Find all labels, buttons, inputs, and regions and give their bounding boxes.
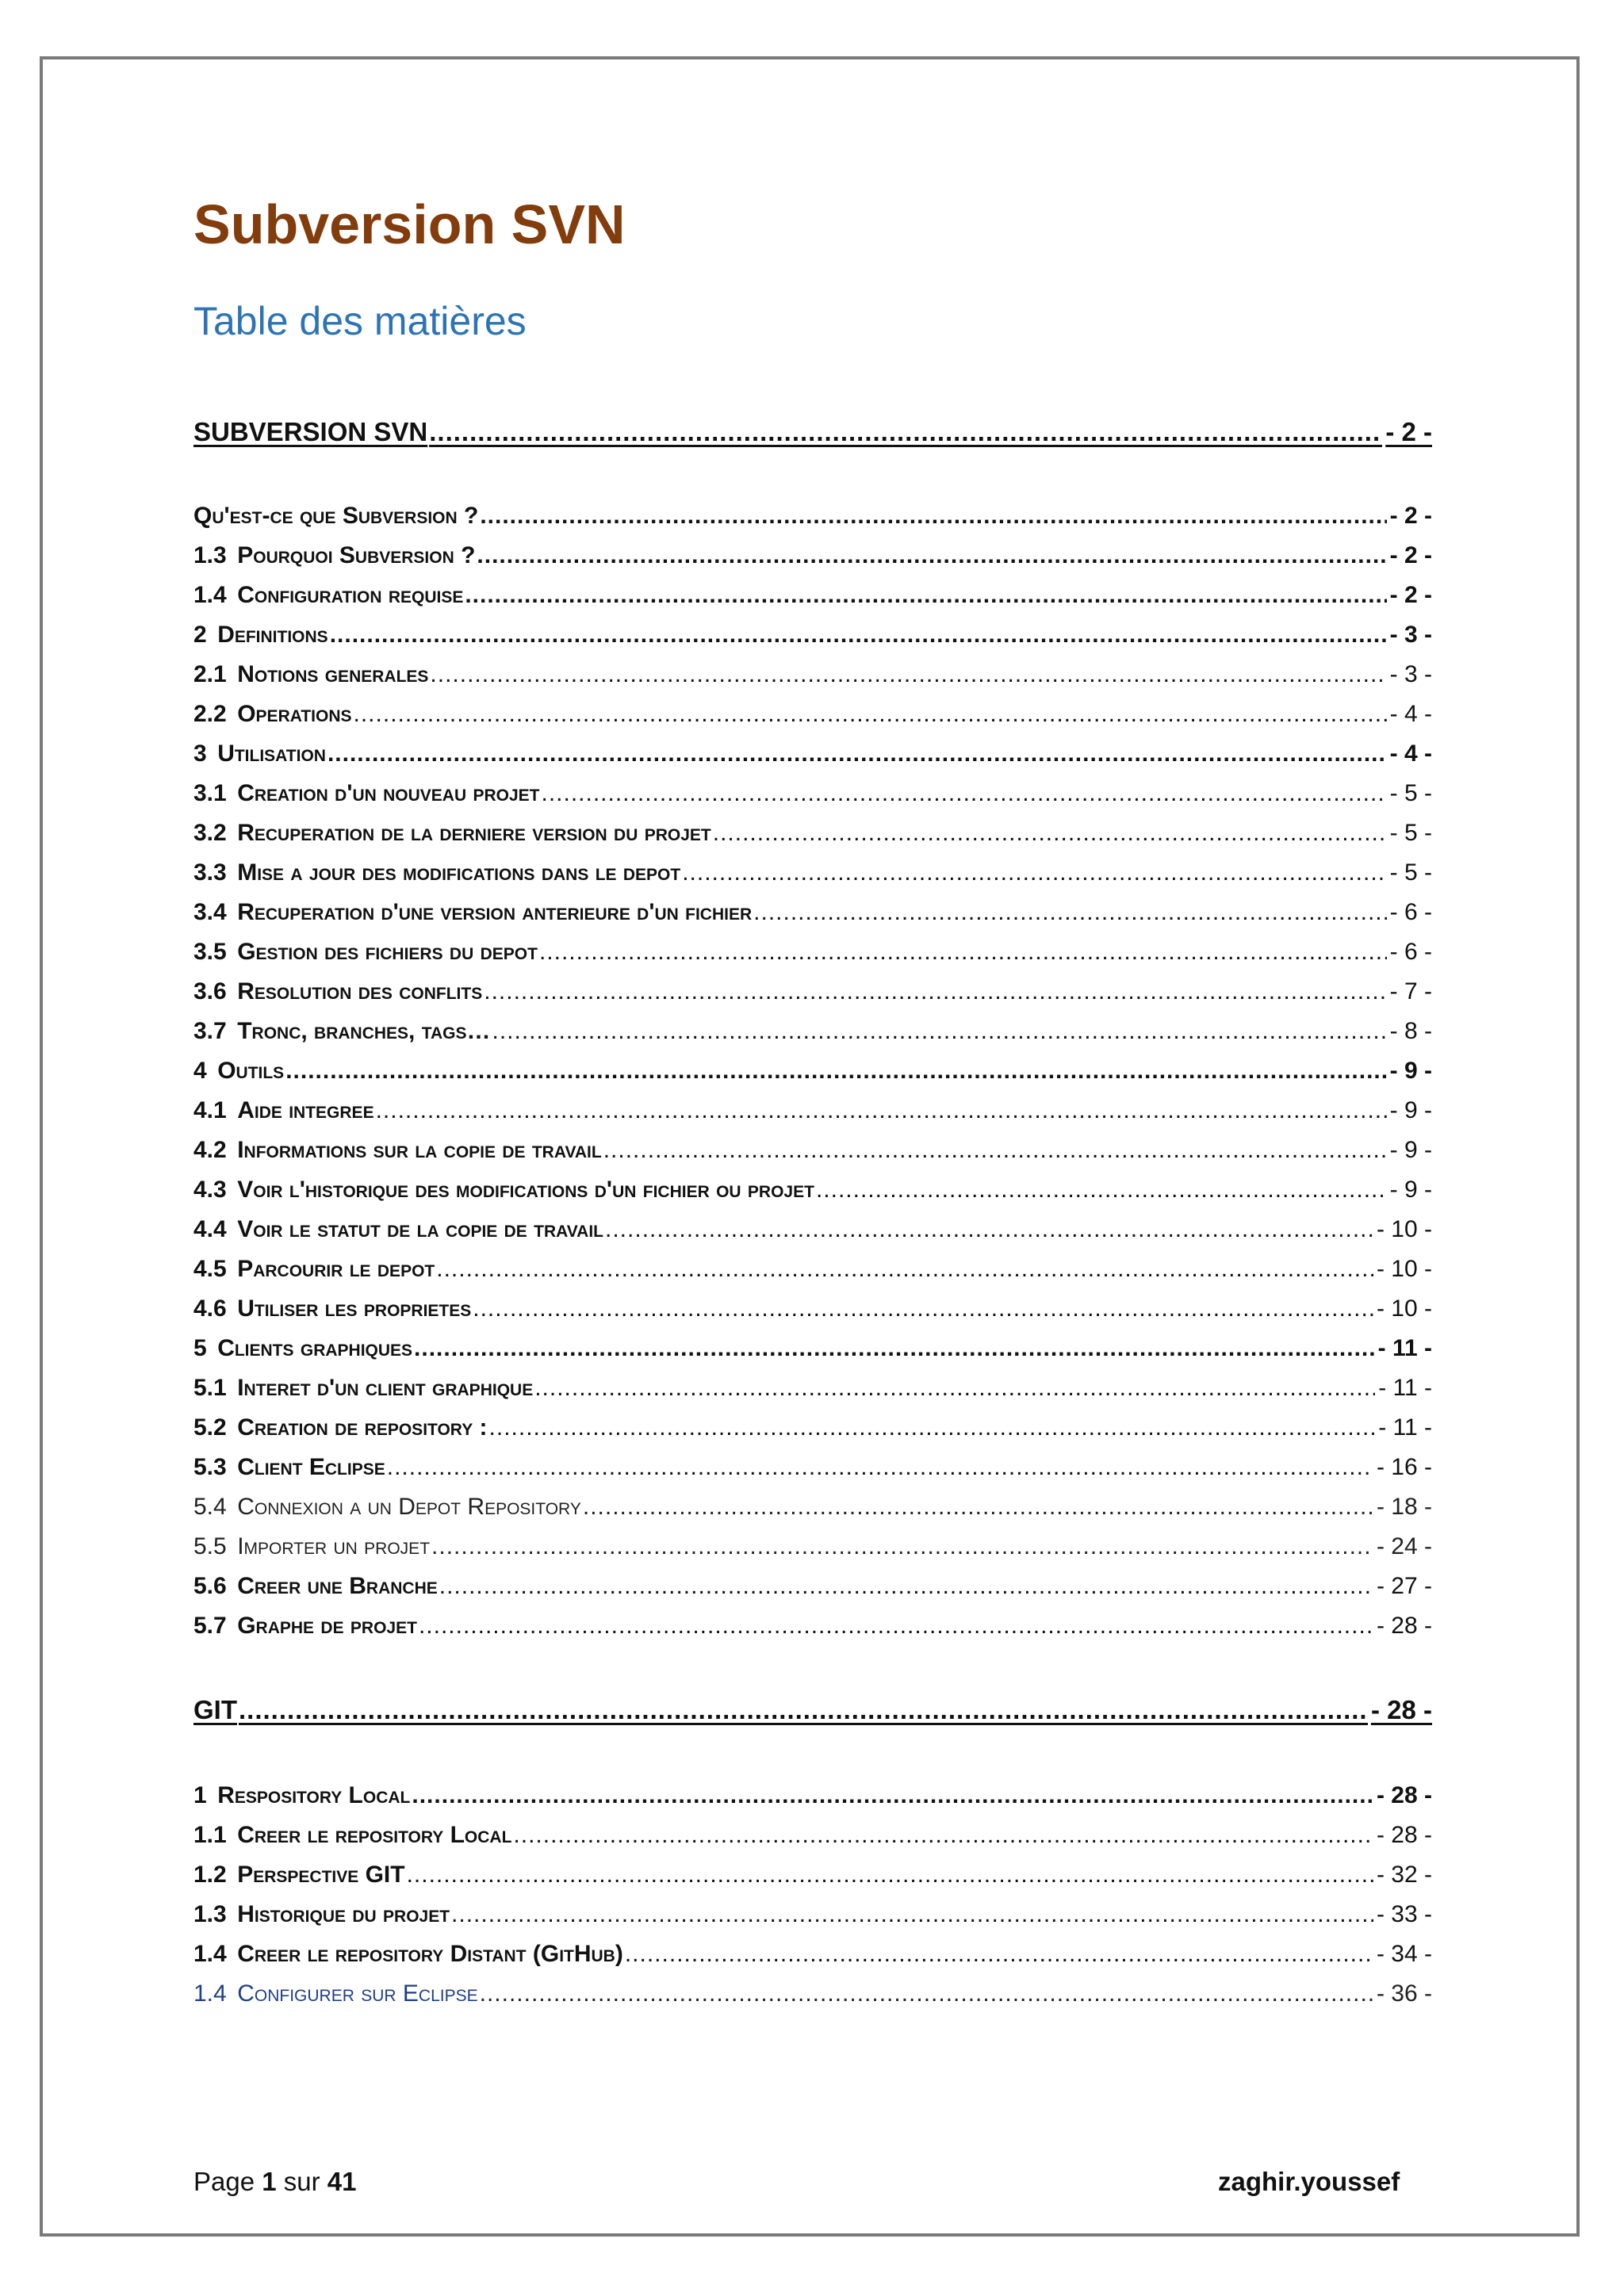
toc-entry-label — [193, 1091, 376, 1131]
toc-entry-leader — [605, 1210, 1373, 1249]
toc-entry-number: 3.4 — [193, 899, 227, 925]
toc-entry[interactable] — [193, 655, 1432, 695]
toc-entry-number: 4.3 — [193, 1177, 227, 1203]
toc-entry-title: Creer le repository Distant (GitHub) — [237, 1941, 623, 1967]
toc-entry-title: Creation d'un nouveau projet — [237, 780, 540, 806]
toc-entry[interactable] — [193, 1934, 1432, 1974]
toc-entry-page: - 18 - — [1376, 1494, 1432, 1520]
toc-entry[interactable] — [193, 1487, 1432, 1527]
toc-entry-number: 5.6 — [193, 1573, 227, 1599]
toc-entry-page: - 16 - — [1376, 1454, 1432, 1480]
toc-entry[interactable] — [193, 1368, 1432, 1408]
toc-entry-page: - 4 - — [1389, 740, 1432, 767]
toc-entry-label — [193, 1408, 489, 1448]
toc-entry-title: GIT — [193, 1695, 237, 1724]
toc-entry-number: 4.2 — [193, 1137, 227, 1163]
toc-entry-leader — [513, 1816, 1373, 1855]
toc-entry-leader — [583, 1487, 1373, 1527]
toc-entry-page: - 2 - — [1389, 503, 1432, 529]
toc-entry-number: 3.7 — [193, 1018, 227, 1044]
toc-entry-label — [193, 1131, 603, 1170]
document-title: Subversion SVN — [193, 193, 626, 255]
toc-entry-page: - 10 - — [1376, 1295, 1432, 1322]
toc-entry-leader — [477, 536, 1386, 576]
toc-entry[interactable] — [193, 536, 1432, 576]
toc-entry-leader — [239, 1690, 1368, 1730]
toc-entry[interactable] — [193, 1131, 1432, 1170]
toc-entry[interactable] — [193, 1051, 1432, 1091]
toc-entry-label — [193, 615, 330, 655]
toc-entry[interactable] — [193, 576, 1432, 615]
toc-entry-number: 5.7 — [193, 1613, 227, 1639]
toc-entry-label — [193, 893, 753, 932]
toc-entry[interactable] — [193, 1606, 1432, 1646]
toc-entry-label — [193, 1816, 513, 1855]
toc-entry-number: 1.4 — [193, 582, 227, 608]
toc-entry[interactable] — [193, 932, 1432, 972]
toc-entry-label — [193, 1249, 436, 1289]
toc-entry-number: 3 — [193, 740, 207, 767]
toc-entry-number: 4 — [193, 1058, 207, 1084]
toc-entry[interactable] — [193, 972, 1432, 1012]
toc-entry-leader — [753, 893, 1387, 932]
toc-entry-title: Connexion a un Depot Repository — [237, 1494, 581, 1520]
toc-entry-title: Creer une Branche — [237, 1573, 438, 1599]
toc-entry-number: 2.1 — [193, 661, 227, 687]
toc-entry-title: Creer le repository Local — [237, 1822, 512, 1848]
toc-entry-title: Creation de repository : — [237, 1414, 488, 1441]
toc-entry-title: Graphe de projet — [237, 1613, 417, 1639]
toc-entry-leader — [682, 853, 1386, 893]
toc-entry-leader — [285, 1051, 1386, 1091]
toc-entry[interactable] — [193, 1448, 1432, 1487]
toc-entry-title: Definitions — [217, 622, 328, 648]
toc-entry-page: - 5 - — [1389, 780, 1432, 806]
toc-entry-title: Parcourir le depot — [237, 1256, 435, 1282]
toc-entry-leader — [412, 1776, 1373, 1816]
toc-entry[interactable] — [193, 1527, 1432, 1567]
toc-entry-title: Resolution des conflits — [237, 978, 483, 1004]
toc-entry-number: 5.3 — [193, 1454, 227, 1480]
toc-entry-label — [193, 1776, 412, 1816]
toc-entry-page: - 28 - — [1370, 1695, 1432, 1724]
toc-entry-label — [193, 695, 354, 734]
toc-entry-page: - 27 - — [1376, 1573, 1432, 1599]
toc-entry-title: Perspective GIT — [237, 1862, 405, 1888]
toc-entry[interactable] — [193, 496, 1432, 536]
toc-entry-leader — [414, 1329, 1375, 1368]
toc-entry-page: - 4 - — [1389, 701, 1432, 727]
footer-page-number: 1 — [262, 2167, 277, 2196]
toc-entry-leader — [436, 1249, 1373, 1289]
toc-entry-title: Informations sur la copie de travail — [237, 1137, 602, 1163]
toc-entry[interactable] — [193, 1567, 1432, 1606]
toc-entry-number: 3.2 — [193, 820, 227, 846]
toc-entry-leader — [327, 734, 1387, 774]
toc-entry-label — [193, 1895, 451, 1934]
toc-entry-title: Voir l'historique des modifications d'un fichier ou projet — [237, 1177, 814, 1203]
toc-entry[interactable] — [193, 1895, 1432, 1934]
toc-entry-label — [193, 1170, 816, 1210]
toc-entry-page: - 33 - — [1376, 1901, 1432, 1927]
toc-entry-page: - 2 - — [1389, 582, 1432, 608]
toc-entry-label — [193, 1527, 431, 1567]
toc-entry-label — [193, 1329, 414, 1368]
toc-entry-page: - 8 - — [1389, 1018, 1432, 1044]
toc-entry-title: Recuperation de la derniere version du projet — [237, 820, 711, 846]
toc-entry-leader — [480, 1974, 1373, 2014]
toc-entry-leader — [330, 615, 1387, 655]
toc-entry-page: - 7 - — [1389, 978, 1432, 1004]
footer-author: zaghir.youssef — [1218, 2167, 1400, 2196]
toc-entry-leader — [465, 576, 1386, 615]
toc-entry-number: 5 — [193, 1335, 207, 1361]
footer-page-info — [193, 2167, 357, 2197]
toc-entry-leader — [480, 496, 1386, 536]
toc-entry-number: 1.3 — [193, 542, 227, 568]
toc-entry-leader — [431, 1527, 1373, 1567]
toc-entry-page: - 10 - — [1376, 1216, 1432, 1242]
toc-entry-title: Pourquoi Subversion ? — [237, 542, 476, 568]
toc-entry[interactable] — [193, 1289, 1432, 1329]
toc-entry[interactable] — [193, 893, 1432, 932]
toc-entry-title: Mise a jour des modifications dans le depot — [237, 859, 681, 886]
toc-entry-title: Outils — [217, 1058, 285, 1084]
toc-entry-title: Client Eclipse — [237, 1454, 385, 1480]
toc-entry-page: - 3 - — [1389, 661, 1432, 687]
toc-entry-label — [193, 853, 682, 893]
toc-entry[interactable] — [193, 1012, 1432, 1051]
toc-entry-page: - 6 - — [1389, 899, 1432, 925]
toc-entry-leader — [419, 1606, 1373, 1646]
toc-entry[interactable] — [193, 1974, 1432, 2014]
toc-entry-leader — [451, 1895, 1373, 1934]
footer-page-total: 41 — [327, 2167, 357, 2196]
toc-entry-label — [193, 576, 465, 615]
toc-entry-page: - 5 - — [1389, 859, 1432, 886]
toc-entry-page: - 9 - — [1389, 1177, 1432, 1203]
footer-page-sep: sur — [283, 2167, 320, 2196]
toc-entry-label — [193, 932, 539, 972]
toc-entry-number: 1.2 — [193, 1862, 227, 1888]
toc-entry[interactable] — [193, 615, 1432, 655]
toc-entry-title: Interet d'un client graphique — [237, 1375, 534, 1401]
toc-entry-leader — [713, 813, 1387, 853]
toc-entry[interactable] — [193, 412, 1432, 452]
toc-entry-leader — [387, 1448, 1373, 1487]
toc-entry-label — [193, 412, 429, 452]
toc-entry-label — [193, 774, 542, 813]
toc-entry[interactable] — [193, 1091, 1432, 1131]
toc-entry-page: - 9 - — [1389, 1137, 1432, 1163]
toc-entry-label — [193, 655, 430, 695]
toc-entry-label — [193, 1487, 583, 1527]
toc-entry-page: - 36 - — [1376, 1980, 1432, 2007]
toc-entry-number: 2.2 — [193, 701, 227, 727]
toc-entry-title: Importer un projet — [237, 1533, 431, 1559]
toc-entry-number: 2 — [193, 622, 207, 648]
toc-entry-number: 5.2 — [193, 1414, 227, 1441]
toc-entry-leader — [354, 695, 1387, 734]
toc-entry-label — [193, 734, 327, 774]
toc-entry-number: 4.1 — [193, 1097, 227, 1123]
toc-entry-leader — [603, 1131, 1387, 1170]
toc-entry-number: 5.5 — [193, 1533, 227, 1559]
toc-entry-number: 3.1 — [193, 780, 227, 806]
toc-entry-label — [193, 1855, 407, 1895]
toc-entry-label — [193, 1448, 387, 1487]
toc-entry-leader — [439, 1567, 1373, 1606]
toc-entry-label — [193, 1567, 439, 1606]
toc-entry[interactable] — [193, 1776, 1432, 1816]
toc-entry-leader — [542, 774, 1387, 813]
toc-entry-label — [193, 1606, 419, 1646]
toc-entry[interactable] — [193, 734, 1432, 774]
toc-entry-number: 4.6 — [193, 1295, 227, 1322]
toc-entry-leader — [489, 1408, 1376, 1448]
toc-entry-leader — [430, 655, 1386, 695]
toc-entry-label — [193, 1289, 473, 1329]
toc-entry[interactable] — [193, 1690, 1432, 1730]
toc-entry-label — [193, 1051, 285, 1091]
toc-entry-page: - 11 - — [1377, 1335, 1432, 1361]
toc-entry[interactable] — [193, 1329, 1432, 1368]
toc-entry-number: 5.1 — [193, 1375, 227, 1401]
toc-entry-leader — [407, 1855, 1373, 1895]
toc-entry-number: 1.3 — [193, 1901, 227, 1927]
toc-entry-number: 3.3 — [193, 859, 227, 886]
toc-entry-title: Tronc, branches, tags… — [237, 1018, 491, 1044]
toc-entry-label — [193, 536, 477, 576]
toc-entry[interactable] — [193, 695, 1432, 734]
toc-entry-title: Utilisation — [217, 740, 326, 767]
toc-entry-page: - 10 - — [1376, 1256, 1432, 1282]
toc-entry[interactable] — [193, 1249, 1432, 1289]
toc-entry[interactable] — [193, 1170, 1432, 1210]
toc-entry[interactable] — [193, 1408, 1432, 1448]
toc-entry-label — [193, 1974, 480, 2014]
toc-entry-label — [193, 813, 713, 853]
toc-entry-number: 1.4 — [193, 1980, 227, 2007]
toc-entry-page: - 9 - — [1389, 1058, 1432, 1084]
toc-entry-label — [193, 972, 484, 1012]
toc-entry[interactable] — [193, 853, 1432, 893]
toc-entry-title: Voir le statut de la copie de travail — [237, 1216, 604, 1242]
toc-entry-number: 5.4 — [193, 1494, 227, 1520]
toc-entry[interactable] — [193, 813, 1432, 853]
toc-entry-title: Notions generales — [237, 661, 429, 687]
toc-entry-title: Configurer sur Eclipse — [237, 1980, 478, 2007]
toc-entry-number: 1.1 — [193, 1822, 227, 1848]
toc-entry-page: - 3 - — [1389, 622, 1432, 648]
toc-entry-leader — [539, 932, 1387, 972]
toc-entry-title: Historique du projet — [237, 1901, 450, 1927]
toc-entry-title: Configuration requise — [237, 582, 464, 608]
toc-entry-page: - 6 - — [1389, 939, 1432, 965]
toc-entry-title: Aide integree — [237, 1097, 374, 1123]
toc-entry-title: Utiliser les proprietes — [237, 1295, 472, 1322]
toc-entry-leader — [429, 412, 1382, 452]
toc-entry-number: 3.6 — [193, 978, 227, 1004]
toc-entry[interactable] — [193, 1210, 1432, 1249]
toc-entry-leader — [484, 972, 1386, 1012]
toc-entry-page: - 28 - — [1376, 1822, 1432, 1848]
toc-entry-number: 4.5 — [193, 1256, 227, 1282]
toc-entry[interactable] — [193, 1816, 1432, 1855]
toc-entry-leader — [492, 1012, 1387, 1051]
toc-entry-label — [193, 1368, 534, 1408]
toc-entry-leader — [473, 1289, 1373, 1329]
footer-page-prefix: Page — [193, 2167, 255, 2196]
toc-entry-title: Gestion des fichiers du depot — [237, 939, 538, 965]
toc-heading: Table des matières — [193, 299, 527, 343]
toc-entry-label — [193, 1690, 239, 1730]
toc-entry[interactable] — [193, 774, 1432, 813]
toc-entry-label — [193, 496, 480, 536]
toc-entry-label — [193, 1210, 605, 1249]
toc-entry-page: - 24 - — [1376, 1533, 1432, 1559]
toc-entry-page: - 2 - — [1389, 542, 1432, 568]
toc-entry-title: Qu'est-ce que Subversion ? — [193, 503, 479, 529]
toc-entry-leader — [534, 1368, 1375, 1408]
toc-entry-page: - 11 - — [1378, 1414, 1432, 1441]
toc-entry-page: - 11 - — [1378, 1375, 1432, 1401]
toc-entry-number: 1 — [193, 1782, 207, 1808]
toc-entry-page: - 5 - — [1389, 820, 1432, 846]
toc-entry-title: Clients graphiques — [217, 1335, 413, 1361]
toc-entry-number: 3.5 — [193, 939, 227, 965]
toc-entry-title: Operations — [237, 701, 352, 727]
toc-entry-page: - 34 - — [1376, 1941, 1432, 1967]
toc-entry-page: - 28 - — [1376, 1613, 1432, 1639]
toc-entry-page: - 9 - — [1389, 1097, 1432, 1123]
toc-entry-page: - 2 - — [1385, 417, 1432, 446]
toc-entry-number: 1.4 — [193, 1941, 227, 1967]
toc-entry-page: - 32 - — [1376, 1862, 1432, 1888]
toc-entry-leader — [625, 1934, 1373, 1974]
toc-entry-title: SUBVERSION SVN — [193, 417, 428, 446]
toc-entry-title: Recuperation d'une version anterieure d'un fichier — [237, 899, 753, 925]
toc-entry-leader — [816, 1170, 1387, 1210]
toc-entry-title: Respository Local — [217, 1782, 411, 1808]
toc-entry-page: - 28 - — [1376, 1782, 1432, 1808]
toc-entry-number: 4.4 — [193, 1216, 227, 1242]
toc-entry-label — [193, 1012, 492, 1051]
toc-entry[interactable] — [193, 1855, 1432, 1895]
toc-entry-leader — [376, 1091, 1387, 1131]
toc-entry-label — [193, 1934, 625, 1974]
